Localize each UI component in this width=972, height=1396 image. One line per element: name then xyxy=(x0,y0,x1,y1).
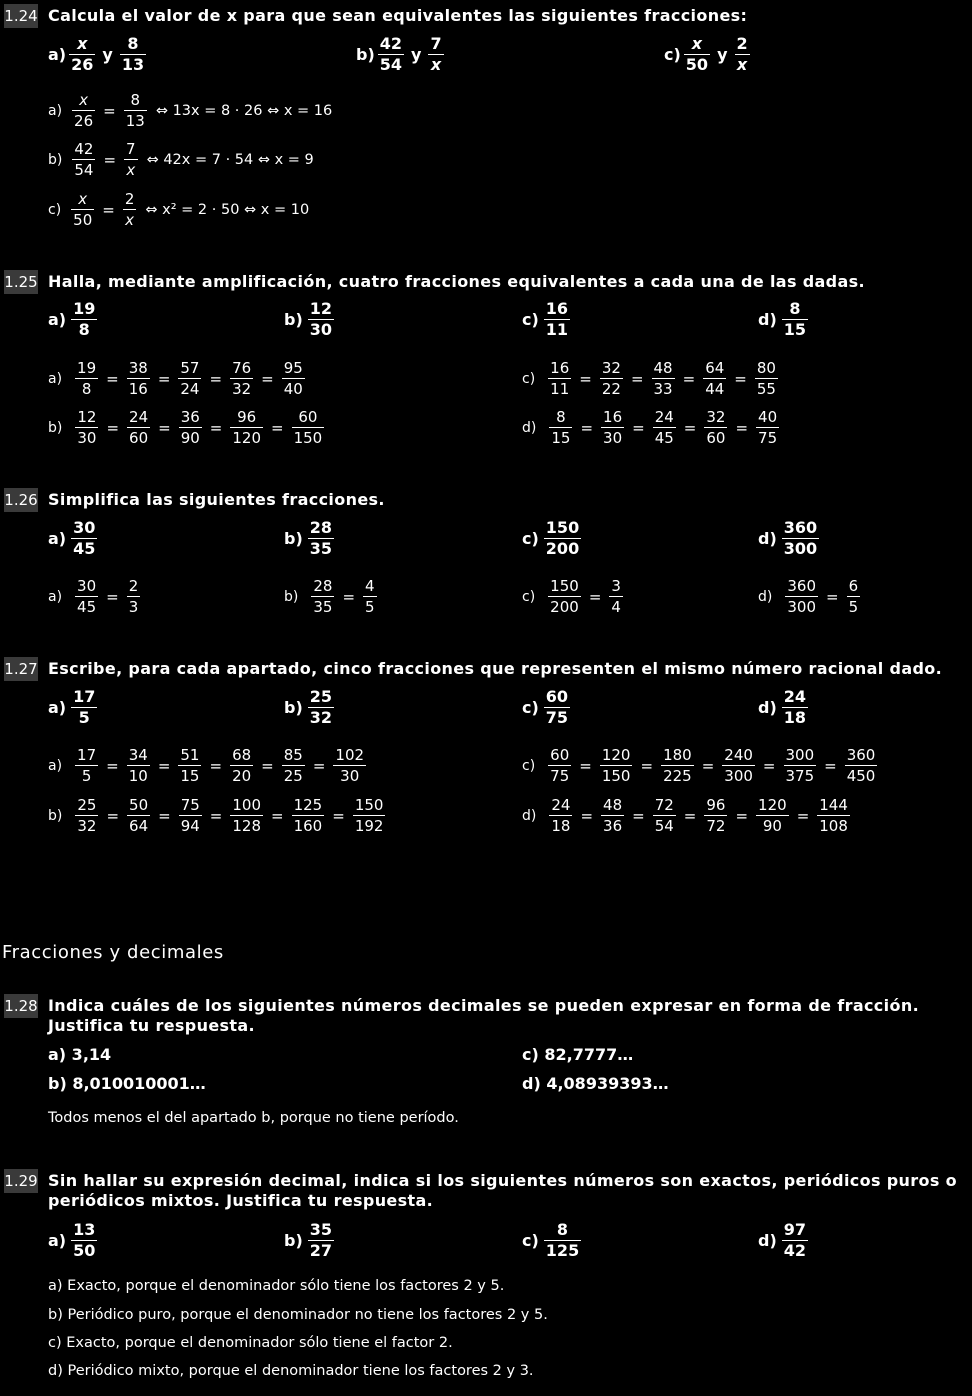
fraction: $\frac{4}{5}$ xyxy=(365,577,375,616)
fraction: $\frac{2}{x}$ xyxy=(124,190,135,229)
item-label: a) xyxy=(48,757,63,774)
equals-sign: = xyxy=(640,756,654,775)
fraction: $\frac{32}{60}$ xyxy=(706,408,726,447)
equals-sign: = xyxy=(683,418,697,437)
fraction: $\frac{50}{64}$ xyxy=(129,796,149,835)
given-item xyxy=(522,299,573,340)
equals-sign: = xyxy=(158,418,171,437)
item-c: c) 82,7777… xyxy=(522,1045,634,1064)
fraction: $\frac{150}{192}$ xyxy=(354,796,384,835)
item-label: c) xyxy=(664,45,681,64)
item-label: c) xyxy=(522,757,536,774)
item-label: b) xyxy=(284,588,299,605)
equals-sign: = xyxy=(588,587,602,606)
solution-row xyxy=(48,795,388,836)
fraction: $\frac{360}{450}$ xyxy=(846,746,876,785)
problem-statement: Halla, mediante amplificación, cuatro fracciones equivalentes a cada una de las dadas. xyxy=(48,272,865,291)
problem-statement: Calcula el valor de x para que sean equivalentes las siguientes fracciones: xyxy=(48,6,748,25)
item-label: a) xyxy=(48,698,67,717)
fraction: $\frac{19}{8}$ xyxy=(77,359,97,398)
solution-c xyxy=(48,189,309,230)
solution-row xyxy=(758,576,863,617)
solution-row xyxy=(522,407,782,448)
fraction: $\frac{30}{45}$ xyxy=(73,518,96,558)
item-label: d) xyxy=(522,419,537,436)
fraction: $\frac{13}{50}$ xyxy=(73,1220,96,1260)
solution-text: ⇔ x² = 2 · 50 ⇔ x = 10 xyxy=(145,201,310,218)
fraction: $\frac{97}{42}$ xyxy=(783,1220,807,1260)
given-item xyxy=(758,299,811,340)
item-label: b) xyxy=(48,807,63,824)
fraction: $\frac{19}{8}$ xyxy=(73,299,96,339)
solution-row xyxy=(522,576,626,617)
solution-row xyxy=(48,576,143,617)
fraction: $\frac{34}{10}$ xyxy=(128,746,148,785)
fraction: $\frac{36}{90}$ xyxy=(180,408,200,447)
fraction: $\frac{85}{25}$ xyxy=(283,746,303,785)
fraction: $\frac{16}{11}$ xyxy=(550,359,570,398)
item-label: b) xyxy=(284,698,303,717)
fraction: $\frac{24}{45}$ xyxy=(654,408,674,447)
given-item xyxy=(284,518,337,559)
equals-sign: = xyxy=(824,756,837,775)
fraction: $\frac{x}{26}$ xyxy=(71,34,94,74)
item-label: c) xyxy=(522,529,539,548)
fraction: $\frac{16}{11}$ xyxy=(545,299,569,339)
equals-sign: = xyxy=(103,150,117,169)
fraction: $\frac{25}{32}$ xyxy=(309,687,333,727)
fraction: $\frac{38}{16}$ xyxy=(128,359,148,398)
equals-sign: = xyxy=(632,806,645,825)
equals-sign: = xyxy=(579,369,592,388)
problem-statement: Indica cuáles de los siguientes números decimales se pueden expresar en forma de fracción. Justifica tu respuesta. xyxy=(48,996,919,1035)
given-item xyxy=(284,299,337,340)
problem-statement: Escribe, para cada apartado, cinco fracciones que representen el mismo número racional dado. xyxy=(48,659,943,678)
fraction: $\frac{360}{300}$ xyxy=(787,577,816,616)
item-label: a) xyxy=(48,529,67,548)
solution-text: ⇔ 13x = 8 · 26 ⇔ x = 16 xyxy=(155,102,333,119)
fraction: $\frac{x}{50}$ xyxy=(685,34,709,74)
answer-line: c) Exacto, porque el denominador sólo tiene el factor 2. xyxy=(48,1335,453,1351)
given-item xyxy=(48,1220,100,1261)
equals-sign: = xyxy=(683,806,697,825)
fraction: $\frac{144}{108}$ xyxy=(819,796,848,835)
fraction: $\frac{48}{36}$ xyxy=(603,796,623,835)
fraction: $\frac{12}{30}$ xyxy=(77,408,97,447)
equals-sign: = xyxy=(157,369,171,388)
fraction: $\frac{57}{24}$ xyxy=(180,359,200,398)
fraction: $\frac{64}{44}$ xyxy=(705,359,725,398)
given-item xyxy=(758,518,822,559)
equals-sign: = xyxy=(106,756,119,775)
given-item xyxy=(48,687,100,728)
solution-row xyxy=(522,795,853,836)
problem-number: 1.25 xyxy=(4,270,38,294)
equals-sign: = xyxy=(106,587,119,606)
item-label: c) xyxy=(522,588,536,605)
fraction: $\frac{72}{54}$ xyxy=(654,796,674,835)
item-label: b) xyxy=(48,151,63,168)
conjunction: y xyxy=(717,45,728,64)
problem-number: 1.26 xyxy=(4,488,38,512)
item-d: d) 4,08939393… xyxy=(522,1074,669,1093)
item-label: c) xyxy=(522,698,539,717)
equals-sign: = xyxy=(158,806,171,825)
fraction: $\frac{24}{18}$ xyxy=(783,687,807,727)
equals-sign: = xyxy=(209,806,223,825)
item-b: b) 8,010010001… xyxy=(48,1074,206,1093)
equals-sign: = xyxy=(106,418,120,437)
item-label: b) xyxy=(284,529,303,548)
fraction: $\frac{102}{30}$ xyxy=(335,746,365,785)
fraction: $\frac{100}{128}$ xyxy=(232,796,262,835)
given-a xyxy=(48,34,149,75)
equals-sign: = xyxy=(102,200,115,219)
equals-sign: = xyxy=(580,418,594,437)
given-c xyxy=(664,34,753,75)
equals-sign: = xyxy=(209,418,223,437)
item-label: d) xyxy=(522,807,537,824)
fraction: $\frac{8}{13}$ xyxy=(125,91,145,130)
item-label: d) xyxy=(758,1231,777,1250)
fraction: $\frac{125}{160}$ xyxy=(293,796,323,835)
equals-sign: = xyxy=(579,756,592,775)
equals-sign: = xyxy=(312,756,326,775)
solution-row xyxy=(284,576,380,617)
item-label: d) xyxy=(758,698,777,717)
fraction: $\frac{76}{32}$ xyxy=(232,359,252,398)
fraction: $\frac{80}{55}$ xyxy=(756,359,776,398)
fraction: $\frac{2}{x}$ xyxy=(736,34,748,74)
fraction: $\frac{60}{150}$ xyxy=(293,408,323,447)
fraction: $\frac{17}{5}$ xyxy=(77,746,97,785)
problem-number: 1.28 xyxy=(4,994,38,1018)
conjunction: y xyxy=(411,45,422,64)
fraction: $\frac{60}{75}$ xyxy=(550,746,570,785)
given-item xyxy=(284,1220,337,1261)
equals-sign: = xyxy=(682,369,696,388)
given-item xyxy=(284,687,337,728)
given-item xyxy=(48,518,100,559)
given-item xyxy=(522,687,573,728)
item-label: b) xyxy=(356,45,375,64)
given-item xyxy=(48,299,100,340)
equals-sign: = xyxy=(332,806,345,825)
answer-text: Todos menos el del apartado b, porque no tiene período. xyxy=(48,1110,459,1126)
fraction: $\frac{30}{45}$ xyxy=(77,577,97,616)
item-label: c) xyxy=(522,370,536,387)
equals-sign: = xyxy=(209,369,223,388)
fraction: $\frac{24}{60}$ xyxy=(129,408,149,447)
item-label: c) xyxy=(522,1231,539,1250)
item-label: b) xyxy=(284,310,303,329)
fraction: $\frac{17}{5}$ xyxy=(73,687,96,727)
fraction: $\frac{96}{120}$ xyxy=(232,408,262,447)
equals-sign: = xyxy=(762,756,776,775)
fraction: $\frac{28}{35}$ xyxy=(309,518,333,558)
solution-row xyxy=(522,745,880,786)
fraction: $\frac{6}{5}$ xyxy=(848,577,859,616)
item-label: b) xyxy=(284,1231,303,1250)
item-a: a) 3,14 xyxy=(48,1045,112,1064)
fraction: $\frac{3}{4}$ xyxy=(611,577,621,616)
item-label: d) xyxy=(758,310,777,329)
fraction: $\frac{35}{27}$ xyxy=(309,1220,333,1260)
equals-sign: = xyxy=(735,418,749,437)
answer-line: d) Periódico mixto, porque el denominador tiene los factores 2 y 3. xyxy=(48,1363,534,1379)
item-label: a) xyxy=(48,1231,67,1250)
solution-row xyxy=(48,358,308,399)
fraction: $\frac{150}{200}$ xyxy=(550,577,579,616)
fraction: $\frac{120}{90}$ xyxy=(758,796,787,835)
equals-sign: = xyxy=(106,806,120,825)
conjunction: y xyxy=(102,45,113,64)
fraction: $\frac{240}{300}$ xyxy=(724,746,753,785)
fraction: $\frac{x}{26}$ xyxy=(74,91,94,130)
fraction: $\frac{7}{x}$ xyxy=(126,140,136,179)
fraction: $\frac{40}{75}$ xyxy=(758,408,778,447)
fraction: $\frac{68}{20}$ xyxy=(232,746,252,785)
fraction: $\frac{8}{15}$ xyxy=(551,408,571,447)
item-label: a) xyxy=(48,310,67,329)
fraction: $\frac{42}{54}$ xyxy=(379,34,403,74)
solution-row xyxy=(522,358,781,399)
fraction: $\frac{24}{18}$ xyxy=(551,796,571,835)
fraction: $\frac{51}{15}$ xyxy=(180,746,200,785)
fraction: $\frac{95}{40}$ xyxy=(283,359,303,398)
fraction: $\frac{7}{x}$ xyxy=(430,34,442,74)
given-b xyxy=(356,34,447,75)
equals-sign: = xyxy=(271,418,284,437)
fraction: $\frac{25}{32}$ xyxy=(77,796,97,835)
given-item xyxy=(522,518,584,559)
answer-line: b) Periódico puro, porque el denominador no tiene los factores 2 y 5. xyxy=(48,1307,548,1323)
fraction: $\frac{48}{33}$ xyxy=(653,359,673,398)
solution-text: ⇔ 42x = 7 · 54 ⇔ x = 9 xyxy=(146,151,314,168)
fraction: $\frac{28}{35}$ xyxy=(313,577,333,616)
solution-row xyxy=(48,407,327,448)
fraction: $\frac{180}{225}$ xyxy=(663,746,692,785)
answer-line: a) Exacto, porque el denominador sólo tiene los factores 2 y 5. xyxy=(48,1278,505,1294)
equals-sign: = xyxy=(103,101,116,120)
problem-statement: Sin hallar su expresión decimal, indica si los siguientes números son exactos, periódicos puros o periódicos mixtos. Justifica tu respuesta. xyxy=(48,1171,958,1210)
item-label: d) xyxy=(758,529,777,548)
fraction: $\frac{96}{72}$ xyxy=(706,796,726,835)
solution-a xyxy=(48,90,332,131)
fraction: $\frac{8}{13}$ xyxy=(121,34,145,74)
fraction: $\frac{120}{150}$ xyxy=(601,746,631,785)
item-label: c) xyxy=(522,310,539,329)
equals-sign: = xyxy=(734,369,747,388)
equals-sign: = xyxy=(735,806,749,825)
equals-sign: = xyxy=(796,806,810,825)
given-item xyxy=(758,687,811,728)
equals-sign: = xyxy=(271,806,284,825)
problem-number: 1.24 xyxy=(4,4,38,28)
item-label: a) xyxy=(48,102,63,119)
fraction: $\frac{12}{30}$ xyxy=(309,299,333,339)
fraction: $\frac{8}{15}$ xyxy=(783,299,807,339)
equals-sign: = xyxy=(209,756,223,775)
equals-sign: = xyxy=(342,587,356,606)
problem-number: 1.27 xyxy=(4,657,38,681)
problem-statement: Simplifica las siguientes fracciones. xyxy=(48,490,385,509)
equals-sign: = xyxy=(580,806,594,825)
fraction: $\frac{75}{94}$ xyxy=(180,796,200,835)
equals-sign: = xyxy=(157,756,171,775)
given-item xyxy=(758,1220,811,1261)
section-heading: Fracciones y decimales xyxy=(2,942,224,963)
item-label: b) xyxy=(48,419,63,436)
fraction: $\frac{2}{3}$ xyxy=(128,577,139,616)
fraction: $\frac{x}{50}$ xyxy=(73,190,93,229)
fraction: $\frac{32}{22}$ xyxy=(601,359,621,398)
equals-sign: = xyxy=(701,756,715,775)
solution-b xyxy=(48,139,314,180)
fraction: $\frac{60}{75}$ xyxy=(545,687,569,727)
item-label: d) xyxy=(758,588,773,605)
equals-sign: = xyxy=(261,369,274,388)
fraction: $\frac{16}{30}$ xyxy=(603,408,623,447)
equals-sign: = xyxy=(106,369,119,388)
equals-sign: = xyxy=(632,418,645,437)
equals-sign: = xyxy=(826,587,839,606)
item-label: a) xyxy=(48,45,67,64)
fraction: $\frac{8}{125}$ xyxy=(545,1220,580,1260)
item-label: c) xyxy=(48,201,62,218)
equals-sign: = xyxy=(630,369,644,388)
given-item xyxy=(522,1220,584,1261)
problem-number: 1.29 xyxy=(4,1169,38,1193)
fraction: $\frac{150}{200}$ xyxy=(545,518,580,558)
item-label: a) xyxy=(48,370,63,387)
fraction: $\frac{42}{54}$ xyxy=(74,140,94,179)
equals-sign: = xyxy=(261,756,274,775)
item-label: a) xyxy=(48,588,63,605)
fraction: $\frac{300}{375}$ xyxy=(785,746,815,785)
solution-row xyxy=(48,745,369,786)
fraction: $\frac{360}{300}$ xyxy=(783,518,818,558)
